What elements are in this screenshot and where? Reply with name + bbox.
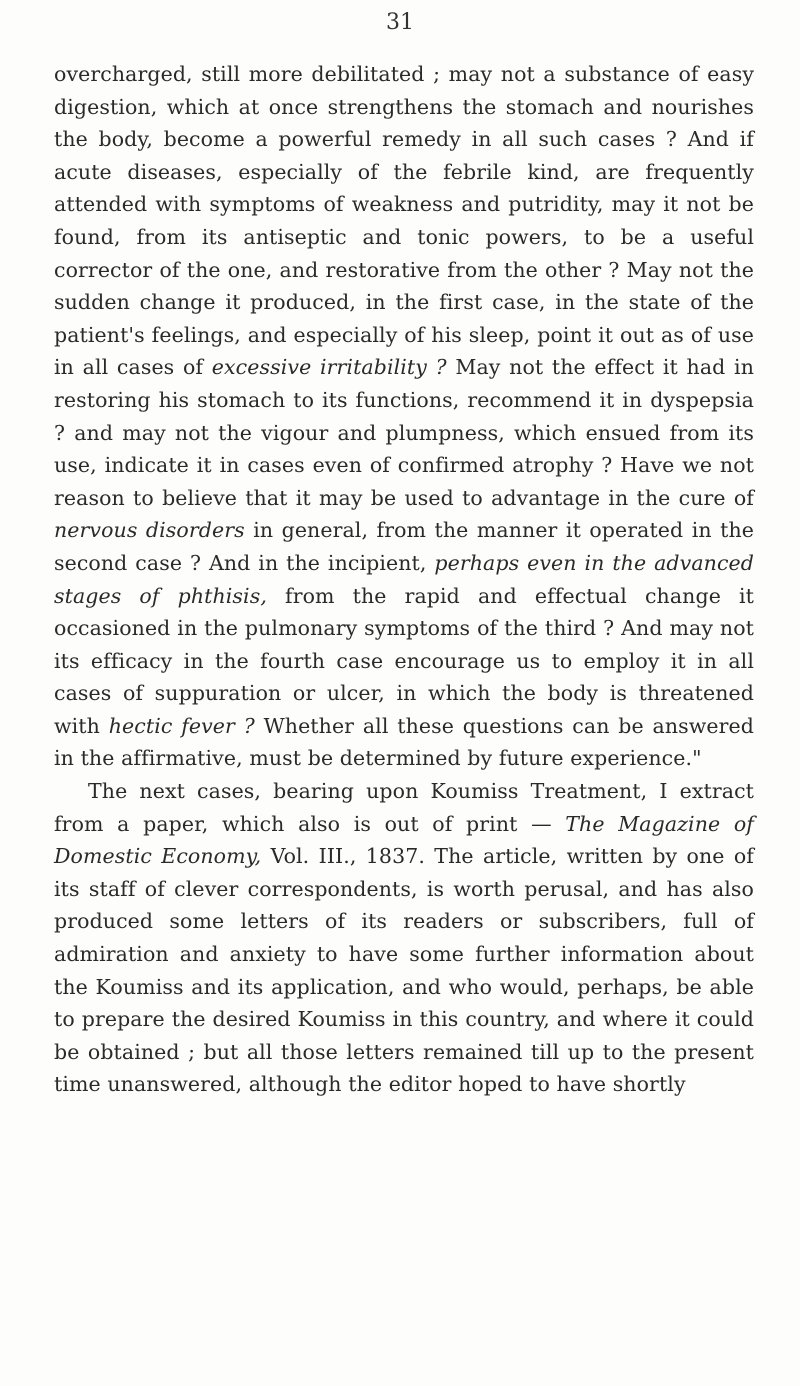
paragraph-1-italic-3: perhaps even in the advanced stages of phthisis,: [54, 550, 754, 608]
paragraph-2-text-1: The next cases, bearing upon Koumiss Treatment, I extract from a paper, which also is out of print —: [54, 779, 754, 836]
paragraph-1-text-2: May not the effect it had in restoring his stomach to its functions, recommend it in dyspepsia ? and may not the vigour and plumpness, which ensued from its use, indicate it in cases even of confirmed atrophy ? Have we not reason to believe that it may be used to advantage in the cure of: [54, 355, 754, 510]
paragraph-1-italic-2: nervous disorders: [54, 518, 245, 543]
paragraph-2-text-2: Vol. III., 1837. The article, written by one of its staff of clever correspondents, is worth perusal, and has also produced some letters of its readers or subscribers, full of admiration and anxiety to have some further information about the Koumiss and its application, and who would, perhaps, be able to prepare the desired Koumiss in this country, and where it could be obtained ; but all those letters remained till up to the present time unanswered, although the editor hoped to have shortly: [54, 844, 754, 1097]
page-number: 31: [386, 10, 414, 35]
paragraph-1-italic-1: excessive irritability ?: [211, 355, 447, 380]
paragraph-1-text-5: Whether all these questions can be answered in the affirmative, must be determined by future experience.": [54, 713, 754, 771]
paragraph-1-text-1: overcharged, still more debilitated ; may not a substance of easy digestion, which at once strengthens the stomach and nourishes the body, become a powerful remedy in all such cases ? And if acute diseases, especially of the febrile kind, are frequently attended with symptoms of weakness and putridity, may it not be found, from its antiseptic and tonic powers, to be a useful corrector of the one, and restorative from the other ? May not the sudden change it produced, in the first case, in the state of the patient's feelings, and especially of his sleep, point it out as of use in all cases of: [54, 62, 754, 380]
paragraph-1-text-3: in general, from the manner it operated in the second case ? And in the incipient,: [54, 518, 754, 575]
paragraph-1-text-4: from the rapid and effectual change it occasioned in the pulmonary symptoms of the third ? And may not its efficacy in the fourth case encourage us to employ it in all cases of suppuration or ulcer, in which the body is threatened with: [54, 583, 754, 738]
paragraph-2-italic-1: The Magazine of Domestic Economy,: [54, 811, 754, 869]
paragraph-2: [54, 775, 754, 1101]
body-text: [54, 58, 754, 1101]
paragraph-1-italic-4: hectic fever ?: [108, 713, 255, 738]
paragraph-1: [54, 58, 754, 775]
